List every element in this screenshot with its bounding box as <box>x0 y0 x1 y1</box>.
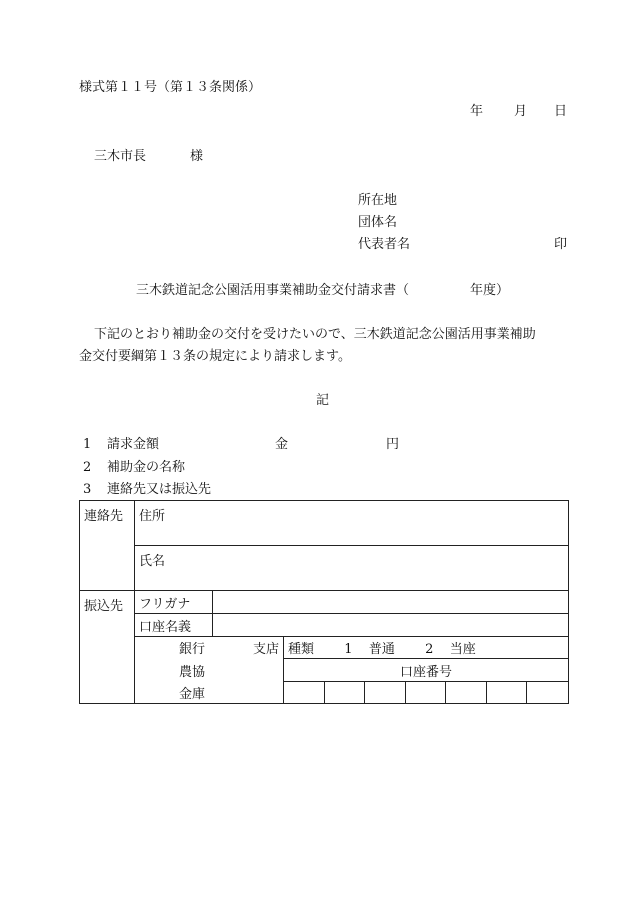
contact-transfer-table <box>79 500 569 704</box>
account-name-label: 口座名義 <box>139 619 192 635</box>
account-type-opt1-num: 1 <box>344 642 353 657</box>
item-3-label: 連絡先又は振込先 <box>107 482 212 497</box>
ki-label: 記 <box>316 393 330 408</box>
item-2-label: 補助金の名称 <box>107 460 186 475</box>
furigana-label-cell <box>135 591 213 614</box>
kinko-cell <box>135 682 284 704</box>
bank-cell[interactable] <box>135 637 284 659</box>
item-3-num: 3 <box>83 482 92 497</box>
contact-header-cell <box>80 501 135 591</box>
address-cell[interactable] <box>135 501 569 546</box>
applicant-address-label: 所在地 <box>358 193 398 208</box>
account-digit-box[interactable] <box>284 682 325 704</box>
item-2-num: 2 <box>83 460 92 475</box>
transfer-header: 振込先 <box>84 599 124 614</box>
transfer-header-cell <box>80 591 135 704</box>
contact-header: 連絡先 <box>84 509 124 524</box>
applicant-rep-label: 代表者名 <box>358 237 411 252</box>
item-1-num: 1 <box>83 437 92 452</box>
item-1-yen: 円 <box>386 437 400 452</box>
branch-label: 支店 <box>252 642 279 658</box>
furigana-label: フリガナ <box>139 596 191 612</box>
account-digit-box[interactable] <box>365 682 406 704</box>
account-type-cell[interactable] <box>284 637 569 659</box>
document-title: 三木鉄道記念公園活用事業補助金交付請求書（ <box>136 283 410 298</box>
nokyo-cell <box>135 659 284 682</box>
name-label: 氏名 <box>139 554 166 569</box>
account-number-label: 口座番号 <box>399 664 452 680</box>
addressee-name: 三木市長 <box>94 149 147 164</box>
bank-label: 銀行 <box>179 642 206 658</box>
account-name-label-cell <box>135 614 213 637</box>
account-digit-box[interactable] <box>527 682 569 704</box>
item-1-label: 請求金額 <box>107 437 160 452</box>
account-type-label: 種類 <box>288 642 315 657</box>
account-type-opt2: 当座 <box>449 642 476 657</box>
date-year: 年 <box>470 104 484 119</box>
nokyo-label: 農協 <box>179 664 206 680</box>
account-name-input-cell[interactable] <box>213 614 569 637</box>
account-type-opt1: 普通 <box>368 642 395 657</box>
seal-mark: 印 <box>554 237 568 252</box>
item-1-kin: 金 <box>275 437 289 452</box>
document-title-year: 年度） <box>470 283 510 298</box>
furigana-input-cell[interactable] <box>213 591 569 614</box>
account-digit-box[interactable] <box>406 682 446 704</box>
addressee-honorific: 様 <box>190 149 204 164</box>
account-digit-box[interactable] <box>446 682 487 704</box>
body-text-line2: 金交付要綱第１３条の規定により請求します。 <box>79 349 351 364</box>
applicant-org-label: 団体名 <box>358 215 398 230</box>
address-label: 住所 <box>139 509 166 524</box>
account-type-opt2-num: 2 <box>425 642 434 657</box>
form-number: 様式第１１号（第１３条関係） <box>79 80 262 95</box>
date-day: 日 <box>554 104 568 119</box>
account-digit-box[interactable] <box>487 682 527 704</box>
date-month: 月 <box>514 104 528 119</box>
kinko-label: 金庫 <box>179 686 206 702</box>
account-digit-box[interactable] <box>325 682 365 704</box>
account-number-header-cell <box>284 659 569 682</box>
name-cell[interactable] <box>135 546 569 591</box>
body-text-line1: 下記のとおり補助金の交付を受けたいので、三木鉄道記念公園活用事業補助 <box>94 327 536 342</box>
